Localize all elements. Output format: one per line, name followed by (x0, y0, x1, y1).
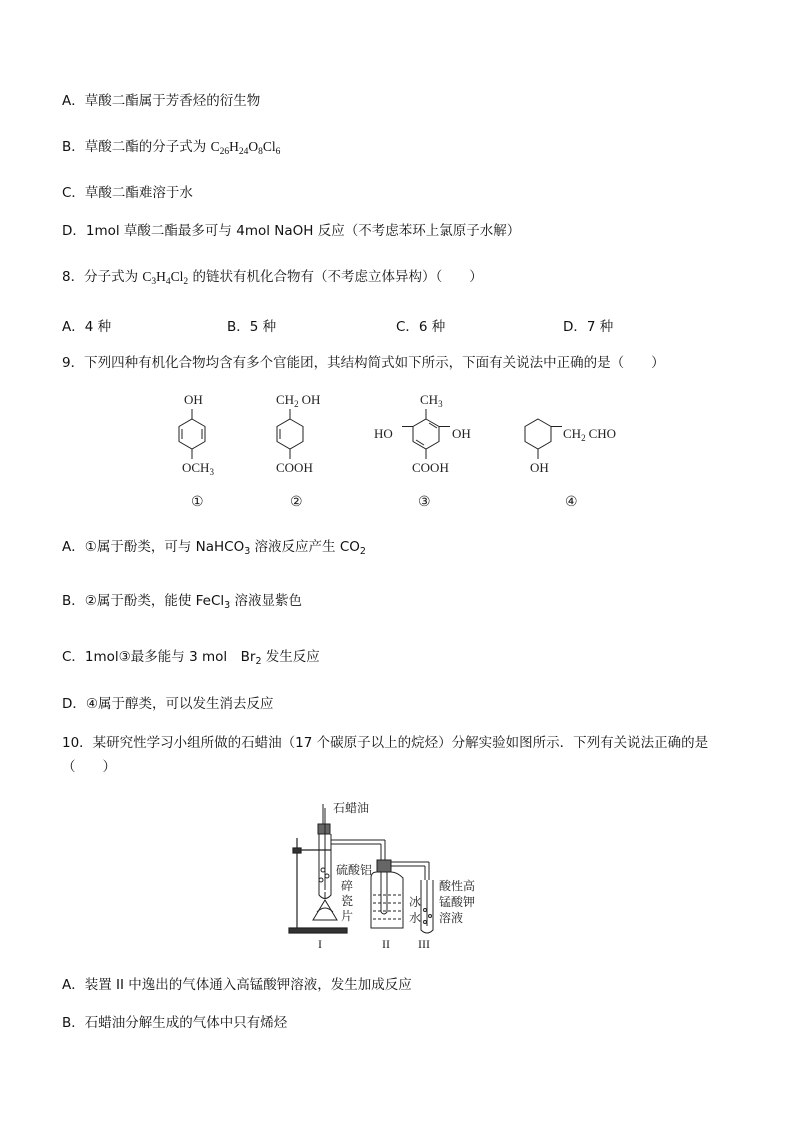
q7-option-a: A．草酸二酯属于芳香烃的衍生物 (62, 93, 261, 109)
s4-bottom-oh: OH (530, 460, 549, 475)
q9-a-sub: 2 (359, 546, 366, 557)
s4-right-ch2cho: $CH_2$ CHO (563, 426, 617, 443)
q8-option-c: C．6 种 (396, 319, 446, 335)
s4-label: ④ (565, 495, 578, 510)
q9-structures-figure (140, 386, 660, 516)
label-bing: 冰 (409, 895, 422, 909)
formula-sub: 8 (258, 147, 263, 157)
q9-a-text: A．①属于酚类，可与 NaHCO (62, 539, 245, 555)
q9-option-d: D．④属于醇类，可以发生消去反应 (62, 696, 274, 712)
s3-left-ho: HO (374, 426, 393, 441)
q8-formula (142, 269, 189, 287)
formula-part: O (248, 139, 259, 154)
q9-c-text: C．1mol③最多能与 3 mol Br (62, 649, 256, 665)
s1-top-oh: OH (184, 392, 203, 407)
formula-part: H (156, 269, 166, 284)
formula-sub: 4 (165, 277, 171, 287)
q8-option-d: D．7 种 (563, 319, 614, 335)
q7-option-b-formula (210, 139, 281, 157)
q8-option-b: B．5 种 (227, 319, 277, 335)
label-shui: 水 (409, 911, 422, 925)
formula-sub: 24 (238, 147, 249, 157)
q7-option-b (62, 138, 280, 161)
apparatus-3 (421, 880, 433, 933)
iron-stand (289, 838, 347, 933)
label-pian: 片 (341, 909, 354, 923)
structure-4 (525, 419, 562, 459)
s3-right-oh: OH (452, 426, 471, 441)
label-reagent-3: 溶液 (439, 911, 464, 925)
formula-part: Cl (170, 269, 184, 284)
q10-option-a: A．装置 II 中逸出的气体通入高锰酸钾溶液，发生加成反应 (62, 977, 412, 993)
q8-stem-prefix: 8．分子式为 (62, 269, 143, 285)
q7-option-d: D．1mol 草酸二酯最多可与 4mol NaOH 反应（不考虑苯环上氯原子水解） (62, 223, 521, 239)
s2-top-ch2oh: $CH_2$ OH (276, 392, 321, 409)
q9-option-c (62, 648, 320, 671)
label-liusuanlv: 硫酸铝 (336, 863, 373, 877)
label-III: III (418, 937, 430, 951)
label-reagent-2: 锰酸钾 (439, 895, 476, 909)
label-sui: 碎 (341, 879, 354, 893)
q7-option-b-prefix: B．草酸二酯的分子式为 (62, 139, 211, 155)
formula-part: C (142, 269, 152, 284)
q9-b-text: B．②属于酚类，能使 FeCl (62, 593, 225, 609)
formula-part: C (210, 139, 220, 154)
q10-option-b: B．石蜡油分解生成的气体中只有烯烃 (62, 1015, 288, 1031)
s2-bottom-cooh: COOH (276, 460, 313, 475)
q9-a-sub: 3 (244, 546, 251, 557)
structure-2 (277, 409, 303, 459)
label-I: I (318, 937, 322, 951)
q9-stem: 9．下列四种有机化合物均含有多个官能团，其结构简式如下所示，下面有关说法中正确的是（ ） (62, 355, 665, 371)
label-II: II (382, 937, 390, 951)
s3-label: ③ (418, 495, 431, 510)
q9-c-sub: 2 (255, 656, 262, 667)
s1-bottom-och3: $OCH_3$ (182, 460, 214, 477)
q9-a-text: 溶液反应产生 CO (250, 539, 360, 555)
formula-sub: 6 (275, 147, 281, 157)
s3-bottom-cooh: COOH (412, 460, 449, 475)
s3-top-ch3: $CH_3$ (420, 392, 443, 409)
q8-option-a: A．4 种 (62, 319, 112, 335)
label-shilayou: 石蜡油 (333, 801, 370, 815)
label-ci: 瓷 (341, 894, 354, 908)
formula-part: Cl (262, 139, 276, 154)
q10-apparatus-figure (285, 800, 510, 955)
formula-part: H (229, 139, 239, 154)
formula-sub: 26 (219, 147, 230, 157)
q9-b-sub: 3 (224, 600, 231, 611)
q10-stem-line1: 10．某研究性学习小组所做的石蜡油（17 个碳原子以上的烷烃）分解实验如图所示．下列有关说法正确的是 (62, 735, 709, 751)
s1-label: ① (191, 495, 204, 510)
q10-stem-line2: （ ） (62, 759, 116, 775)
label-reagent-1: 酸性高 (439, 879, 476, 893)
formula-sub: 2 (183, 277, 189, 287)
q9-option-b (62, 592, 302, 615)
q9-option-a (62, 538, 366, 561)
formula-sub: 3 (151, 277, 157, 287)
structure-3 (402, 409, 450, 459)
s2-label: ② (290, 495, 303, 510)
q7-option-c: C．草酸二酯难溶于水 (62, 185, 193, 201)
structure-1 (179, 409, 205, 459)
q9-c-text: 发生反应 (261, 649, 320, 665)
q9-b-text: 溶液显紫色 (230, 593, 303, 609)
q8-stem (62, 268, 483, 291)
q8-stem-suffix: 的链状有机化合物有（不考虑立体异构）（ ） (188, 269, 483, 285)
